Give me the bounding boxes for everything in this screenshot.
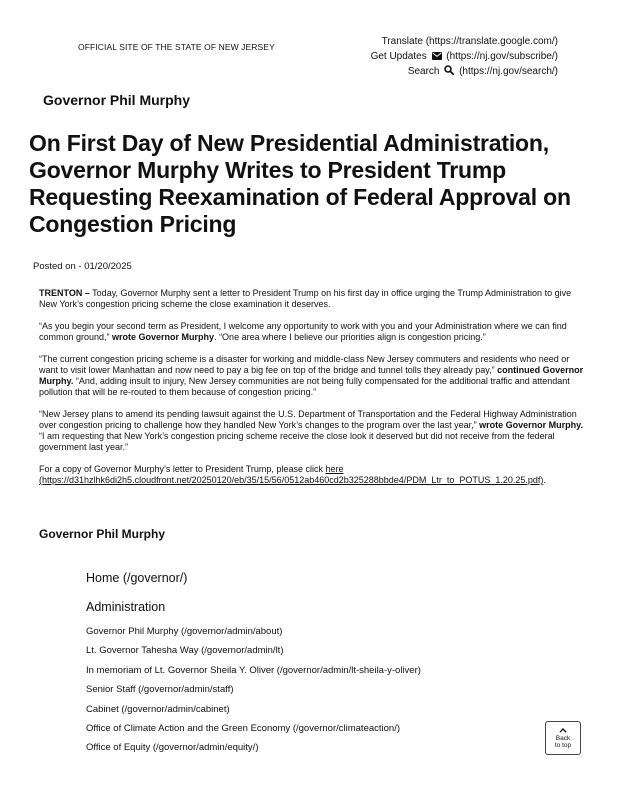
- official-site-banner: OFFICIAL SITE OF THE STATE OF NEW JERSEY: [78, 42, 275, 52]
- page-title: On First Day of New Presidential Administration, Governor Murphy Writes to President Trump Requesting Reexamination of Federal Approval on Congestion Pricing: [29, 130, 571, 237]
- footer-link-lt-governor[interactable]: Lt. Governor Tahesha Way (/governor/admin/lt): [86, 645, 284, 657]
- footer-home-link[interactable]: Home (/governor/): [86, 571, 188, 585]
- get-updates-link[interactable]: [371, 51, 558, 62]
- article-body: [39, 288, 587, 497]
- footer-link-memoriam[interactable]: In memoriam of Lt. Governor Sheila Y. Oliver (/governor/admin/lt-sheila-y-oliver): [86, 664, 421, 676]
- get-updates-url: (https://nj.gov/subscribe/): [446, 51, 558, 62]
- search-url: (https://nj.gov/search/): [459, 66, 558, 77]
- chevron-up-icon: [559, 728, 567, 733]
- footer-link-cabinet[interactable]: Cabinet (/governor/admin/cabinet): [86, 703, 230, 715]
- back-to-top-line2: to top: [554, 742, 572, 749]
- paragraph-5: For a copy of Governor Murphy’s letter to President Trump, please click here (https://d31hzlhk6di2h5.cloudfront.net/20250120/eb/35/15/56/0512ab460cd2b325288bbde4/PDM_Ltr_to_POTUS_1.20.25.pdf).: [39, 464, 546, 485]
- posted-date: Posted on - 01/20/2025: [33, 261, 132, 272]
- dateline: TRENTON –: [39, 288, 90, 298]
- letter-pdf-link[interactable]: here (https://d31hzlhk6di2h5.cloudfront.net/20250120/eb/35/15/56/0512ab460cd2b325288bbde4/PDM_Ltr_to_POTUS_1.20.25.pdf): [39, 464, 544, 485]
- back-to-top-button[interactable]: [545, 721, 581, 755]
- footer-admin-links: [86, 626, 421, 762]
- paragraph-1: TRENTON – Today, Governor Murphy sent a letter to President Trump on his first day in office urging the Trump Administration to give New York’s congestion pricing scheme the close examination it deserves.: [39, 288, 572, 309]
- envelope-icon: [432, 52, 442, 60]
- footer-link-governor[interactable]: Governor Phil Murphy (/governor/admin/about): [86, 626, 283, 637]
- top-links: [371, 34, 558, 79]
- translate-link[interactable]: Translate (https://translate.google.com/): [381, 36, 558, 47]
- footer-title: Governor Phil Murphy: [39, 527, 166, 541]
- search-icon: [444, 65, 454, 75]
- footer-link-senior-staff[interactable]: Senior Staff (/governor/admin/staff): [86, 684, 234, 696]
- paragraph-2: “As you begin your second term as President, I welcome any opportunity to work with you and your Administration where we can find common ground,” wrote Governor Murphy. “One area where I believe our priorities align is congestion pricing.”: [39, 321, 567, 342]
- footer-administration-heading[interactable]: Administration: [86, 600, 166, 614]
- footer-link-climate-action[interactable]: Office of Climate Action and the Green Economy (/governor/climateaction/): [86, 722, 401, 734]
- search-label: Search: [407, 66, 440, 77]
- get-updates-label: Get Updates: [370, 51, 427, 62]
- paragraph-4: “New Jersey plans to amend its pending lawsuit against the U.S. Department of Transportation and the Federal Highway Administration over congestion pricing to challenge how they handled New York’s changes to the program over the last year,” wrote Governor Murphy. “I am requesting that New York’s congestion pricing scheme receive the close look it deserved but did not receive from the federal government last year.”: [39, 409, 583, 452]
- back-to-top-line1: Back: [555, 735, 571, 742]
- paragraph-3: “The current congestion pricing scheme is a disaster for working and middle-class New Jersey commuters and residents who need or want to visit lower Manhattan and now need to pay a big fee on top of the bridge and tunnel tolls they already pay,” continued Governor Murphy. “And, adding insult to injury, New Jersey communities are not being fully compensated for the additional traffic and attendant pollution that will be re-routed to them because of congestion pricing.”: [39, 354, 584, 397]
- site-title[interactable]: Governor Phil Murphy: [43, 92, 191, 108]
- footer-link-equity[interactable]: Office of Equity (/governor/admin/equity/): [86, 742, 259, 754]
- search-link[interactable]: [408, 66, 558, 77]
